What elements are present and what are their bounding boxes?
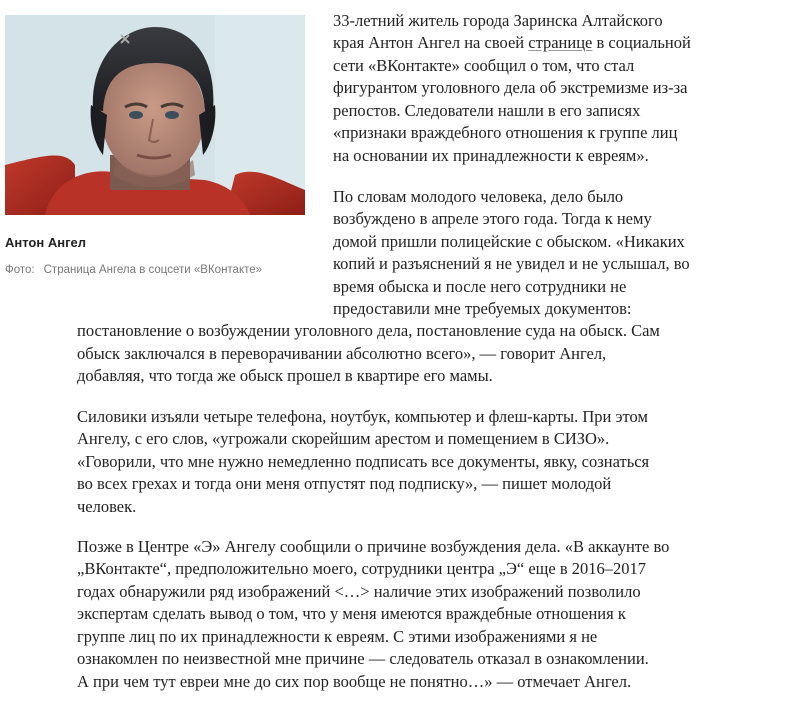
article-text-line: обыск заключался в переворачивании абсолютно всего», — говорит Ангел, [77,344,607,363]
article-text-line: время обыска и после него сотрудники не [333,277,627,296]
article-text-line: человек. [77,497,137,516]
article-text-line: репостов. Следователи нашли в его записях [333,101,641,120]
article-text-line: Позже в Центре «Э» Ангелу сообщили о причине возбуждения дела. «В аккаунте во [77,537,670,556]
article-text-line: добавляя, что тогда же обыск прошел в квартире его мамы. [77,366,493,385]
article-text-line: возбуждено в апреле этого года. Тогда к нему [333,209,652,228]
article-text-line: копий и разъяснений я не увидел и не услышал, во [333,254,690,273]
article-text-line: «признаки враждебного отношения к группе лиц [333,123,678,142]
photo-credit-label: Фото: [5,264,35,276]
article-text-line: „ВКонтакте“, предположительно моего, сотрудники центра „Э“ еще в 2016–2017 [77,559,646,578]
article-text-line: А при чем тут евреи мне до сих пор вообще не понятно…» — отмечает Ангел. [77,672,632,691]
article-text-line: годах обнаружили ряд изображений <…> наличие этих изображений позволило [77,582,641,601]
article-text-line: «Говорили, что мне нужно немедленно подписать все документы, явку, сознаться [77,452,650,471]
article-text-fragment: края Антон Ангел на своей [333,33,529,52]
article-text-line: Ангелу, с его слов, «угрожали скорейшим арестом и помещением в СИЗО». [77,429,610,448]
photo-caption-name: Антон Ангел [5,235,86,250]
vk-page-link[interactable]: странице [528,33,593,52]
article-text-line: во всех грехах и тогда они меня отпустят под подписку», — пишет молодой [77,474,612,493]
article-text-fragment: в социальной [592,33,691,52]
article-text-line: По словам молодого человека, дело было [333,187,624,206]
article-text-line [333,32,691,54]
article-text-line: домой пришли полицейские с обыском. «Никаких [333,232,685,251]
article-text-line: группе лиц по их принадлежности к евреям. С этими изображениями я не [77,627,598,646]
article-text-line: предоставили мне требуемых документов: [333,299,632,318]
article-text-line: Силовики изъяли четыре телефона, ноутбук, компьютер и флеш-карты. При этом [77,407,648,426]
article-text-line: ознакомлен по неизвестной мне причине — следователь отказал в ознакомлении. [77,649,649,668]
article-text-line: фигурантом уголовного дела об экстремизме из-за [333,78,688,97]
article-text-line: 33-летний житель города Заринска Алтайского [333,11,663,30]
article-text-line: на основании их принадлежности к евреям». [333,146,649,165]
article-text-line: сети «ВКонтакте» сообщил о том, что стал [333,56,635,75]
article-text-line: экспертам сделать вывод о том, что у меня имеются враждебные отношения к [77,604,626,623]
photo-credit-source: Страница Ангела в соцсети «ВКонтакте» [43,264,263,276]
article-text-line: постановление о возбуждении уголовного дела, постановление суда на обыск. Сам [77,321,660,340]
